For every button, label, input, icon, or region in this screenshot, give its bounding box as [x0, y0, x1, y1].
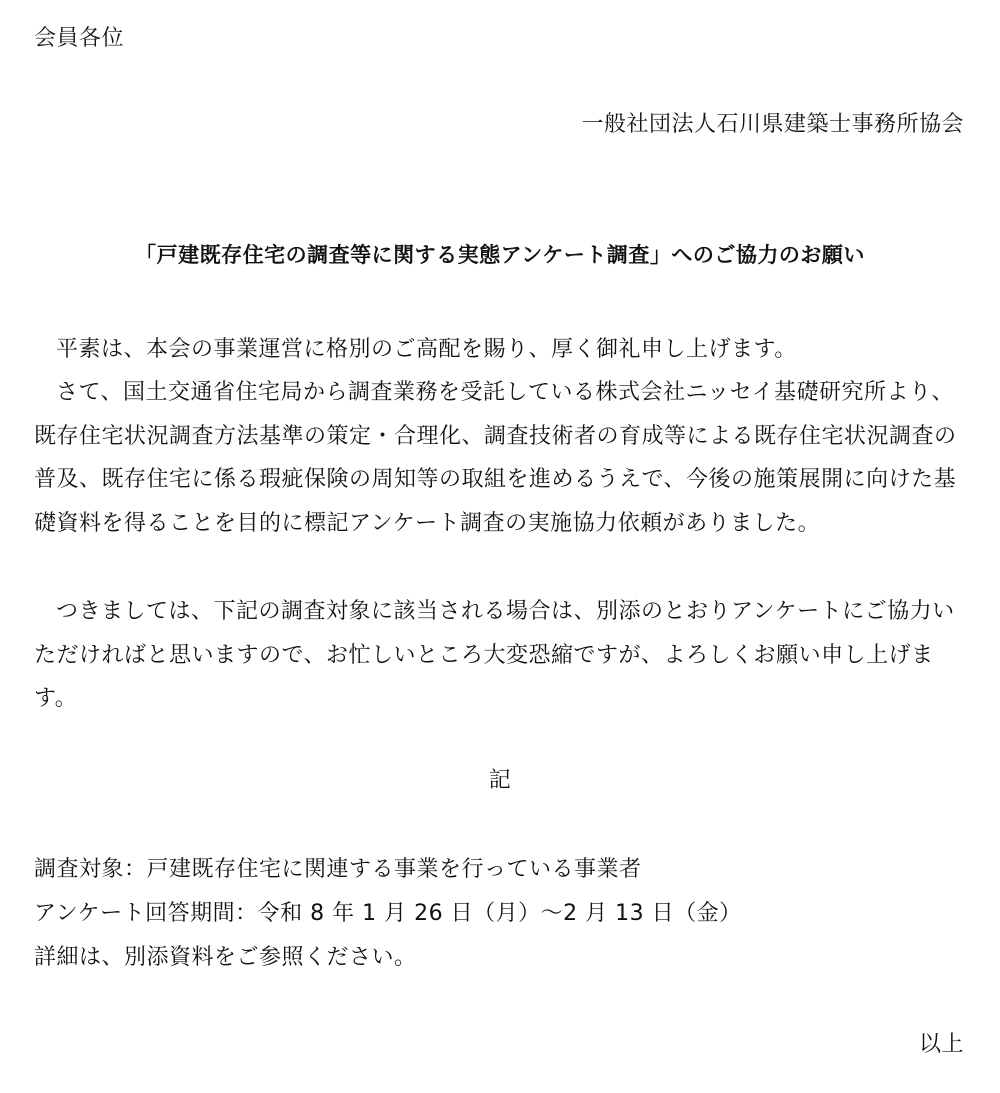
letter-subject: 「戸建既存住宅の調査等に関する実態アンケート調査」へのご協力のお願い	[135, 243, 865, 267]
detail-reference: 詳細は、別添資料をご参照ください。	[34, 945, 417, 970]
detail-response-period: アンケート回答期間：令和 8 年 1 月 26 日（月）～2 月 13 日（金）	[34, 901, 742, 926]
body-paragraph-greeting: 平素は、本会の事業運営に格別のご高配を賜り、厚く御礼申し上げます。	[56, 337, 797, 362]
sender-organization: 一般社団法人石川県建築士事務所協会	[581, 112, 964, 137]
salutation: 会員各位	[34, 26, 125, 51]
detail-survey-target: 調査対象：戸建既存住宅に関連する事業を行っている事業者	[34, 857, 642, 882]
ki-heading: 記	[488, 768, 512, 793]
body-paragraph-closing-request: つきましては、下記の調査対象に該当される場合は、別添のとおりアンケートにご協力いただければと思いますので、お忙しいところ大変恐縮ですが、よろしくお願い申し上げます。	[34, 599, 955, 711]
closing-remark: 以上	[918, 1032, 964, 1057]
body-paragraph-request: さて、国土交通省住宅局から調査業務を受託している株式会社ニッセイ基礎研究所より、既存住宅状況調査方法基準の策定・合理化、調査技術者の育成等による既存住宅状況調査の普及、既存住宅に係る瑕疵保険の周知等の取組を進めるうえで、今後の施策展開に向けた基礎資料を得ることを目的に標記アンケート調査の実施協力依頼がありました。	[34, 380, 957, 536]
